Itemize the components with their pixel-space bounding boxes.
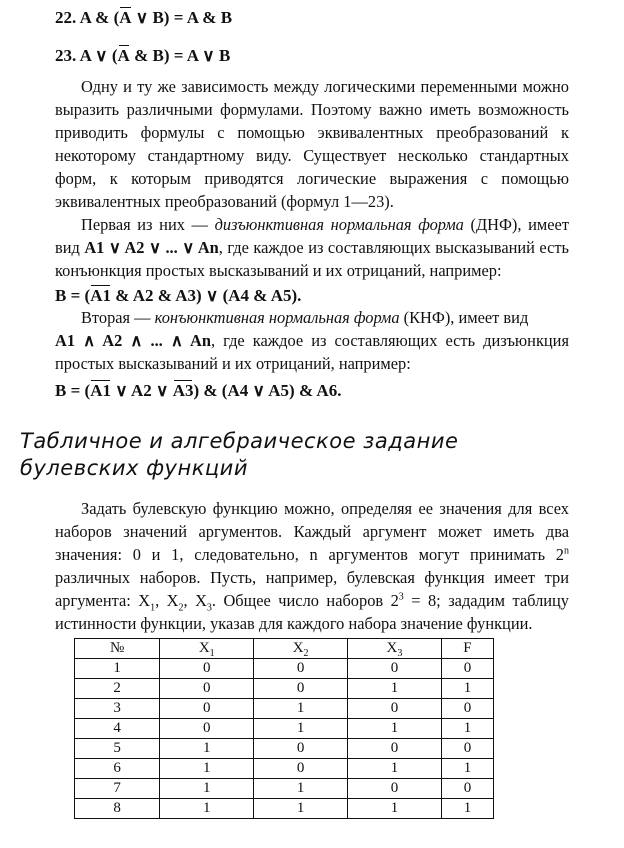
table-cell: 6: [75, 759, 160, 779]
text-span: Задать булевскую функцию можно, определяя ее значения для всех наборов значений аргументов. Каждый аргумент может иметь два значения: 0 и 1, следовательно, n аргументов могут принимать 2: [55, 499, 569, 564]
formula-part: A ∨: [79, 46, 108, 65]
column-header-x1: $X_1$: [160, 639, 254, 659]
table-cell: 1: [160, 739, 254, 759]
table-row: [75, 759, 494, 779]
column-header-f: F: [441, 639, 493, 659]
table-cell: 1: [348, 719, 442, 739]
formula-part: & A2 & A3) ∨ (A4 & A5).: [115, 286, 302, 305]
formula-inline: A1 ∨ A2 ∨ ... ∨ An: [84, 238, 219, 257]
table-cell: 0: [254, 739, 348, 759]
table-cell: 1: [160, 779, 254, 799]
table-row: [75, 719, 494, 739]
table-cell: 1: [441, 679, 493, 699]
formula-part: (: [111, 46, 118, 65]
formula-part: B = (: [55, 381, 91, 400]
column-header-x3: $X_3$: [348, 639, 442, 659]
paragraph-text: Одну и ту же зависимость между логическими переменными можно выразить различными формулами. Поэтому важно иметь возможность приводить формулы с помощью эквивалентных преобразований к некоторому стандартному виду. Существует несколько стандартных форм, к которым приводятся логические выражения с помощью эквивалентных преобразований (формул 1—23).: [55, 77, 569, 211]
text-span: , X: [155, 591, 179, 610]
text-span: , где каждое из составляющих высказываний есть конъюнкция простых высказываний и их отрицаний, например:: [55, 238, 569, 280]
formula-part: & B) = A ∨ B: [134, 46, 231, 65]
table-cell: 0: [254, 659, 348, 679]
heading-line: Табличное и алгебраическое задание: [20, 429, 459, 453]
formula-number: 23.: [55, 46, 77, 65]
table-cell: 7: [75, 779, 160, 799]
formula-part: ∨ A2 ∨: [115, 381, 169, 400]
table-cell: 1: [254, 799, 348, 819]
negated-variable: A1: [90, 286, 111, 305]
formula-part: A &: [79, 8, 110, 27]
subscript: 2: [178, 602, 184, 614]
table-cell: 1: [75, 659, 160, 679]
table-cell: 0: [160, 679, 254, 699]
text-span: Первая из них —: [81, 215, 215, 234]
subscript: 1: [150, 602, 156, 614]
formula-dnf-example: [55, 286, 301, 306]
formula-inline: A1 ∧ A2 ∧ ... ∧ An: [55, 331, 211, 350]
table-cell: 5: [75, 739, 160, 759]
table-cell: 0: [441, 659, 493, 679]
formula-part: (: [113, 8, 120, 27]
table-cell: 1: [348, 679, 442, 699]
table-row: [75, 679, 494, 699]
table-cell: 2: [75, 679, 160, 699]
table-cell: 0: [348, 659, 442, 679]
table-cell: 0: [348, 779, 442, 799]
table-cell: 1: [160, 759, 254, 779]
negated-variable: A: [119, 8, 132, 27]
text-span: . Общее число наборов 2: [211, 591, 399, 610]
formula-part: B = (: [55, 286, 91, 305]
text-span: = 8; зададим таблицу истинности функции, указав для каждого набора значение функции.: [55, 591, 569, 633]
table-cell: 0: [254, 679, 348, 699]
paragraph-standard-forms: [55, 75, 569, 213]
table-cell: 1: [348, 759, 442, 779]
negated-variable: A: [117, 46, 130, 65]
table-cell: 3: [75, 699, 160, 719]
table-cell: 0: [348, 699, 442, 719]
superscript: 3: [398, 591, 404, 603]
paragraph-dnf: [55, 213, 569, 282]
negated-variable: A1: [90, 381, 111, 400]
table-cell: 1: [441, 759, 493, 779]
table-row: [75, 699, 494, 719]
formula-part: ∨ B) = A & B: [135, 8, 233, 27]
table-header-row: [75, 639, 494, 659]
paragraph-knf: [55, 306, 569, 375]
table-cell: 0: [348, 739, 442, 759]
formula-part: ) & (A4 ∨ A5) & A6.: [193, 381, 342, 400]
table-cell: 1: [160, 799, 254, 819]
superscript: n: [564, 545, 569, 557]
term-dnf: дизъюнктивная нормальная форма: [214, 215, 464, 234]
text-span: , где каждое из составляющих есть дизъюнкция простых высказываний и их отрицаний, например:: [55, 331, 569, 373]
term-knf: конъюнктивная нормальная форма: [154, 308, 400, 327]
table-cell: 1: [348, 799, 442, 819]
section-heading: [20, 428, 580, 482]
negated-variable: A3: [172, 381, 194, 400]
table-row: [75, 799, 494, 819]
column-header-x2: $X_2$: [254, 639, 348, 659]
table-cell: 0: [441, 739, 493, 759]
table-cell: 0: [160, 659, 254, 679]
table-cell: 0: [160, 699, 254, 719]
table-cell: 1: [441, 799, 493, 819]
table-cell: 1: [441, 719, 493, 739]
text-span: (КНФ), имеет вид: [399, 308, 529, 327]
table-cell: 0: [254, 759, 348, 779]
heading-line: булевских функций: [20, 456, 248, 480]
table-cell: 4: [75, 719, 160, 739]
subscript: 3: [206, 602, 212, 614]
formula-23: [55, 46, 230, 66]
formula-knf-example: [55, 381, 341, 401]
table-row: [75, 739, 494, 759]
table-row: [75, 779, 494, 799]
table-cell: 1: [254, 779, 348, 799]
formula-22: [55, 8, 232, 28]
formula-number: 22.: [55, 8, 77, 27]
table-cell: 0: [441, 779, 493, 799]
table-row: [75, 659, 494, 679]
table-cell: 8: [75, 799, 160, 819]
truth-table: [74, 638, 494, 819]
table-cell: 0: [441, 699, 493, 719]
text-span: (ДНФ), имеет вид: [55, 215, 569, 257]
text-span: Вторая —: [81, 308, 155, 327]
column-header-number: №: [75, 639, 160, 659]
table-cell: 1: [254, 699, 348, 719]
paragraph-truth-table-intro: [55, 497, 569, 635]
text-span: различных наборов. Пусть, например, булевская функция имеет три аргумента: X: [55, 568, 569, 610]
table-cell: 1: [254, 719, 348, 739]
table-cell: 0: [160, 719, 254, 739]
text-span: , X: [183, 591, 207, 610]
